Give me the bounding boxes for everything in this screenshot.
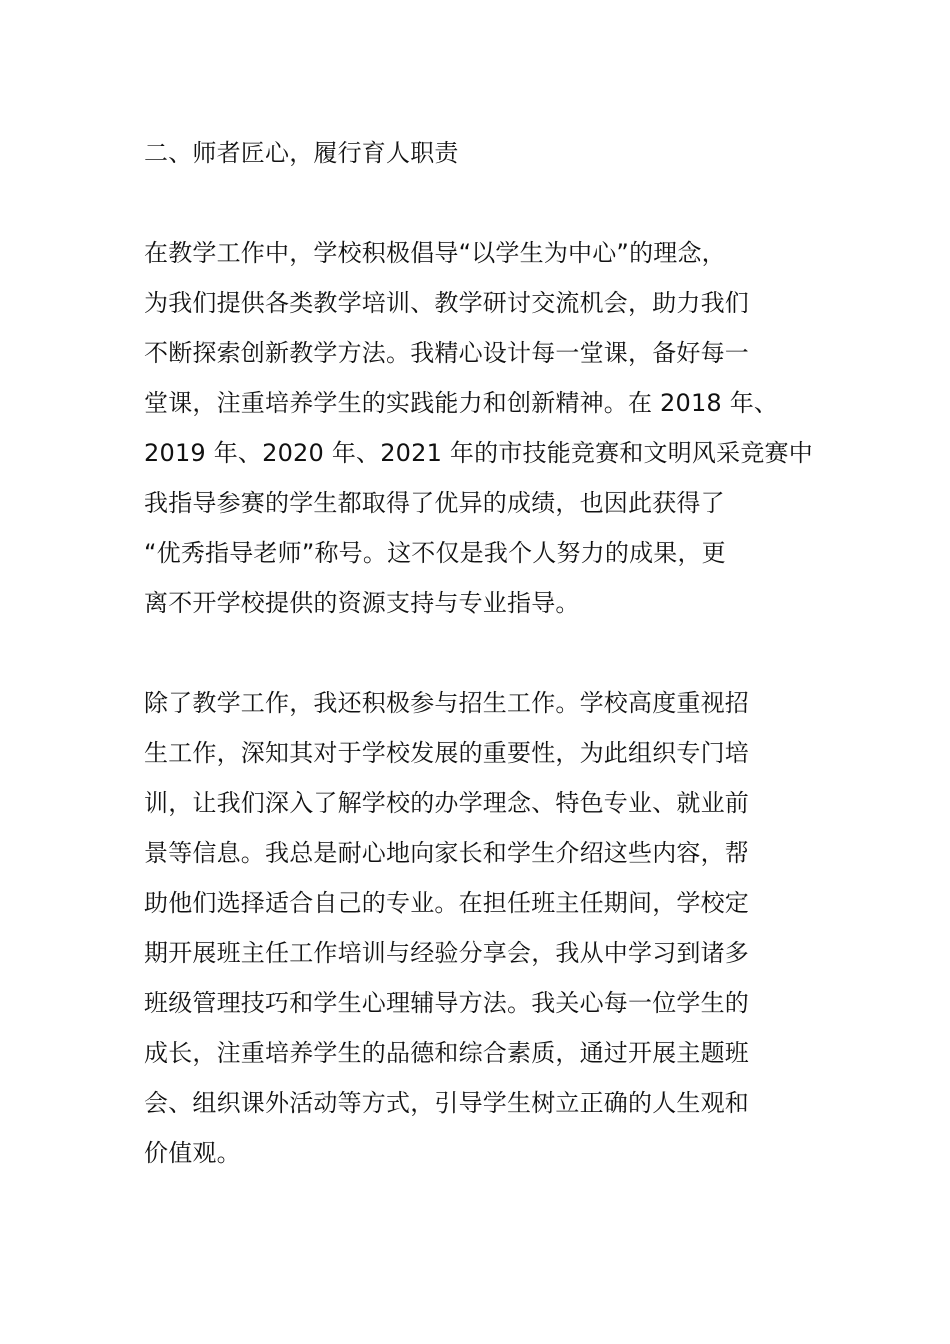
paragraph-line: 景等信息。我总是耐心地向家长和学生介绍这些内容，帮 — [144, 839, 749, 867]
paragraph-line: 会、组织课外活动等方式，引导学生树立正确的人生观和 — [144, 1089, 749, 1117]
paragraph-line: 2019 年、2020 年、2021 年的市技能竞赛和文明风采竞赛中 — [144, 439, 813, 467]
paragraph-line: 价值观。 — [144, 1139, 241, 1167]
paragraph-line: 助他们选择适合自己的专业。在担任班主任期间，学校定 — [144, 889, 749, 917]
paragraph-gap — [144, 628, 810, 678]
document-body — [144, 128, 813, 1178]
paragraph-gap — [144, 178, 810, 228]
paragraph-line: 训，让我们深入了解学校的办学理念、特色专业、就业前 — [144, 789, 749, 817]
paragraph-line: 在教学工作中，学校积极倡导“以学生为中心”的理念， — [144, 239, 726, 267]
paragraph-line: 除了教学工作，我还积极参与招生工作。学校高度重视招 — [144, 689, 749, 717]
paragraph-line: 不断探索创新教学方法。我精心设计每一堂课，备好每一 — [144, 339, 749, 367]
paragraph-line: 班级管理技巧和学生心理辅导方法。我关心每一位学生的 — [144, 989, 749, 1017]
paragraph-line: 成长，注重培养学生的品德和综合素质，通过开展主题班 — [144, 1039, 749, 1067]
paragraph-line: 为我们提供各类教学培训、教学研讨交流机会，助力我们 — [144, 289, 749, 317]
paragraph-line: 生工作，深知其对于学校发展的重要性，为此组织专门培 — [144, 739, 749, 767]
paragraph-teaching — [144, 228, 813, 628]
paragraph-line: 我指导参赛的学生都取得了优异的成绩，也因此获得了 — [144, 489, 725, 517]
paragraph-line: 期开展班主任工作培训与经验分享会，我从中学习到诸多 — [144, 939, 749, 967]
paragraph-line: 离不开学校提供的资源支持与专业指导。 — [144, 589, 580, 617]
paragraph-line: “优秀指导老师”称号。这不仅是我个人努力的成果，更 — [144, 539, 726, 567]
paragraph-line: 堂课，注重培养学生的实践能力和创新精神。在 2018 年、 — [144, 389, 779, 417]
section-heading: 二、师者匠心，履行育人职责 — [144, 139, 459, 167]
paragraph-enrollment — [144, 678, 810, 1178]
